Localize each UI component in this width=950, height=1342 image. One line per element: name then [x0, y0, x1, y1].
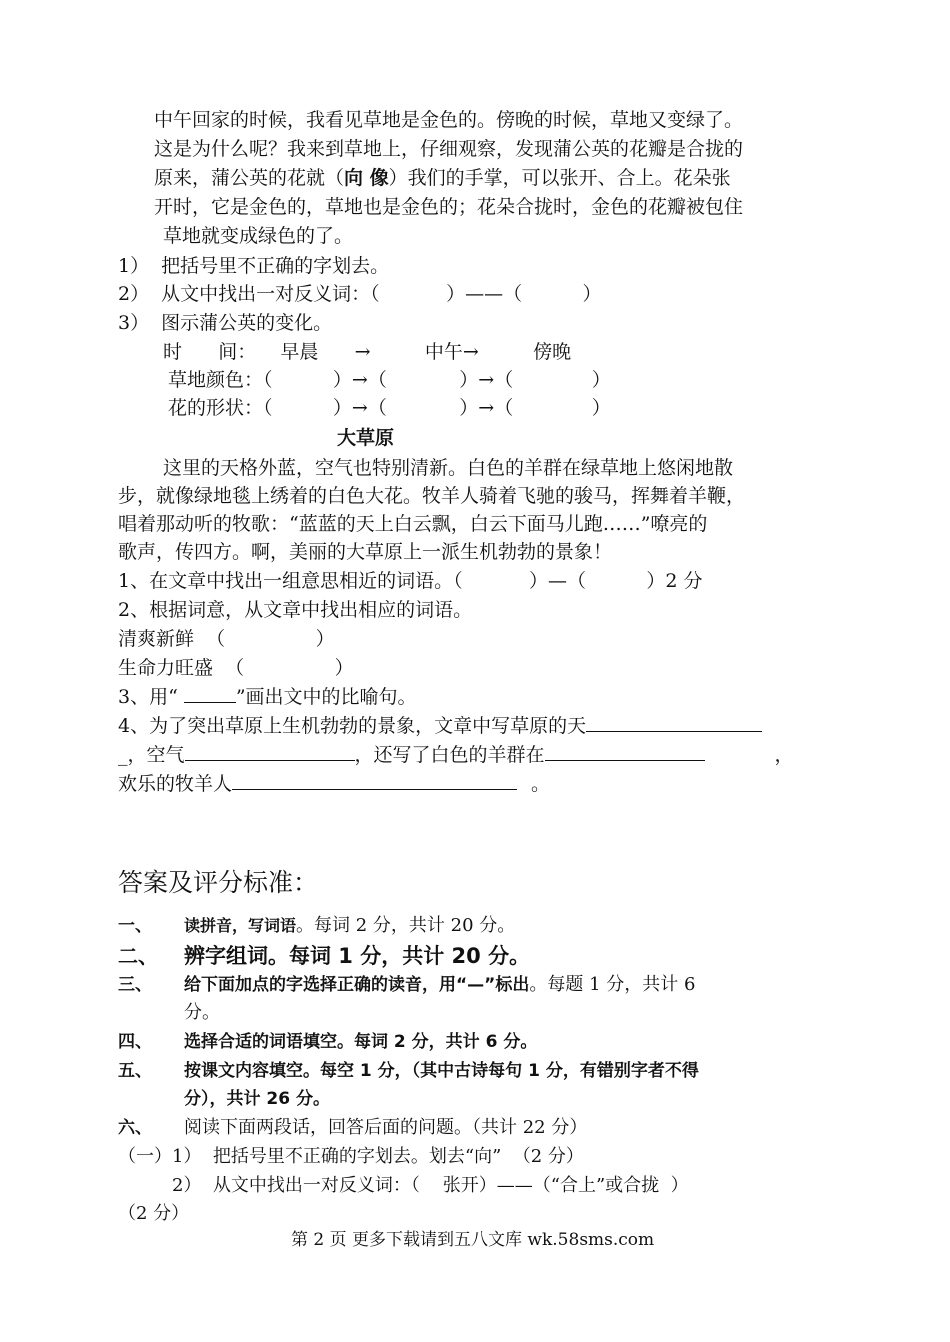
answer-number: 四、: [118, 1032, 152, 1052]
passage2-line-4: 歌声，传四方。啊，美丽的大草原上一派生机勃勃的景象！: [118, 541, 613, 563]
passage1-line-3: 原来，蒲公英的花就（向 像）我们的手掌，可以张开、合上。花朵张: [154, 167, 731, 189]
passage2-line-2: 步，就像绿地毯上绣着的白色大花。牧羊人骑着飞驰的骏马，挥舞着羊鞭，: [118, 485, 746, 507]
option-words: 向 像: [344, 167, 389, 189]
table-row-time: 时 间： 早晨 → 中午→ 傍晚: [163, 341, 572, 363]
table-row-shape: 花的形状：（ ）→（ ）→（ ）: [168, 397, 611, 419]
table-row-color: 草地颜色：（ ）→（ ）→（ ）: [168, 369, 611, 391]
q1-item-3: 3） 图示蒲公英的变化。: [118, 312, 333, 334]
answer-item-3: 给下面加点的字选择正确的读音，用“—”标出。每题 1 分，共计 6: [184, 974, 696, 995]
q2-item-1: 1、在文章中找出一组意思相近的词语。（ ）—（ ）2 分: [118, 570, 703, 592]
q2-item-4-line-3: 欢乐的牧羊人 。: [118, 773, 551, 795]
answer-item-2: 辨字组词。每词 1 分，共计 20 分。: [184, 944, 531, 968]
answer-item-6: 阅读下面两段话，回答后面的问题。（共计 22 分）: [184, 1117, 588, 1138]
answer-item-1: 读拼音，写词语。每词 2 分，共计 20 分。: [184, 915, 516, 936]
q2-item-2a: 清爽新鲜 （ ）: [118, 628, 335, 650]
q2-item-3: 3、用“ ”画出文中的比喻句。: [118, 686, 417, 708]
passage1-line-2: 这是为什么呢？我来到草地上，仔细观察，发现蒲公英的花瓣是合拢的: [154, 138, 744, 160]
answer-blank[interactable]: [185, 742, 355, 761]
answer-blank[interactable]: [586, 713, 762, 732]
passage1-line-5: 草地就变成绿色的了。: [163, 225, 354, 247]
underline-sample: [184, 684, 236, 703]
answer-blank[interactable]: [232, 771, 517, 790]
passage1-line-1: 中午回家的时候，我看见草地是金色的。傍晚的时候，草地又变绿了。: [154, 109, 744, 131]
q2-item-4-line-1: 4、为了突出草原上生机勃勃的景象，文章中写草原的天: [118, 712, 762, 740]
answer-number: 六、: [118, 1118, 152, 1138]
answer-sub-1: （一）1） 把括号里不正确的字划去。划去“向” （2 分）: [118, 1146, 584, 1167]
answer-item-5: 按课文内容填空。每空 1 分，（其中古诗每句 1 分，有错别字者不得: [184, 1061, 699, 1081]
answers-title: 答案及评分标准：: [118, 868, 319, 897]
answer-number: 三、: [118, 975, 152, 995]
passage2-line-3: 唱着那动听的牧歌：“蓝蓝的天上白云飘，白云下面马儿跑……”嘹亮的: [118, 513, 708, 535]
answer-sub-3: （2 分）: [118, 1203, 190, 1224]
page-footer: 第 2 页 更多下载请到五八文库 wk.58sms.com: [291, 1230, 655, 1250]
answer-sub-2: 2） 从文中找出一对反义词：（ 张开）——（“合上”或合拢 ）: [172, 1175, 689, 1196]
answer-item-3-cont: 分。: [184, 1002, 220, 1023]
q1-item-2: 2） 从文中找出一对反义词：（ ）——（ ）: [118, 283, 602, 305]
answer-number: 二、: [118, 944, 158, 968]
answer-item-4: 选择合适的词语填空。每词 2 分，共计 6 分。: [184, 1032, 538, 1052]
passage1-line-4: 开时，它是金色的，草地也是金色的；花朵合拢时，金色的花瓣被包住: [154, 196, 744, 218]
q1-item-1: 1） 把括号里不正确的字划去。: [118, 255, 390, 277]
q2-item-2b: 生命力旺盛 （ ）: [118, 657, 354, 679]
answer-number: 五、: [118, 1061, 152, 1081]
answer-item-5-cont: 分），共计 26 分。: [184, 1089, 330, 1109]
passage2-line-1: 这里的天格外蓝，空气也特别清新。白色的羊群在绿草地上悠闲地散: [163, 457, 734, 479]
answer-blank[interactable]: [545, 742, 705, 761]
passage2-title: 大草原: [337, 427, 395, 449]
answer-number: 一、: [118, 916, 152, 936]
q2-item-2: 2、根据词意，从文章中找出相应的词语。: [118, 599, 473, 621]
q2-item-4-line-2: _，空气 ，还写了白色的羊群在 ，: [118, 744, 794, 766]
